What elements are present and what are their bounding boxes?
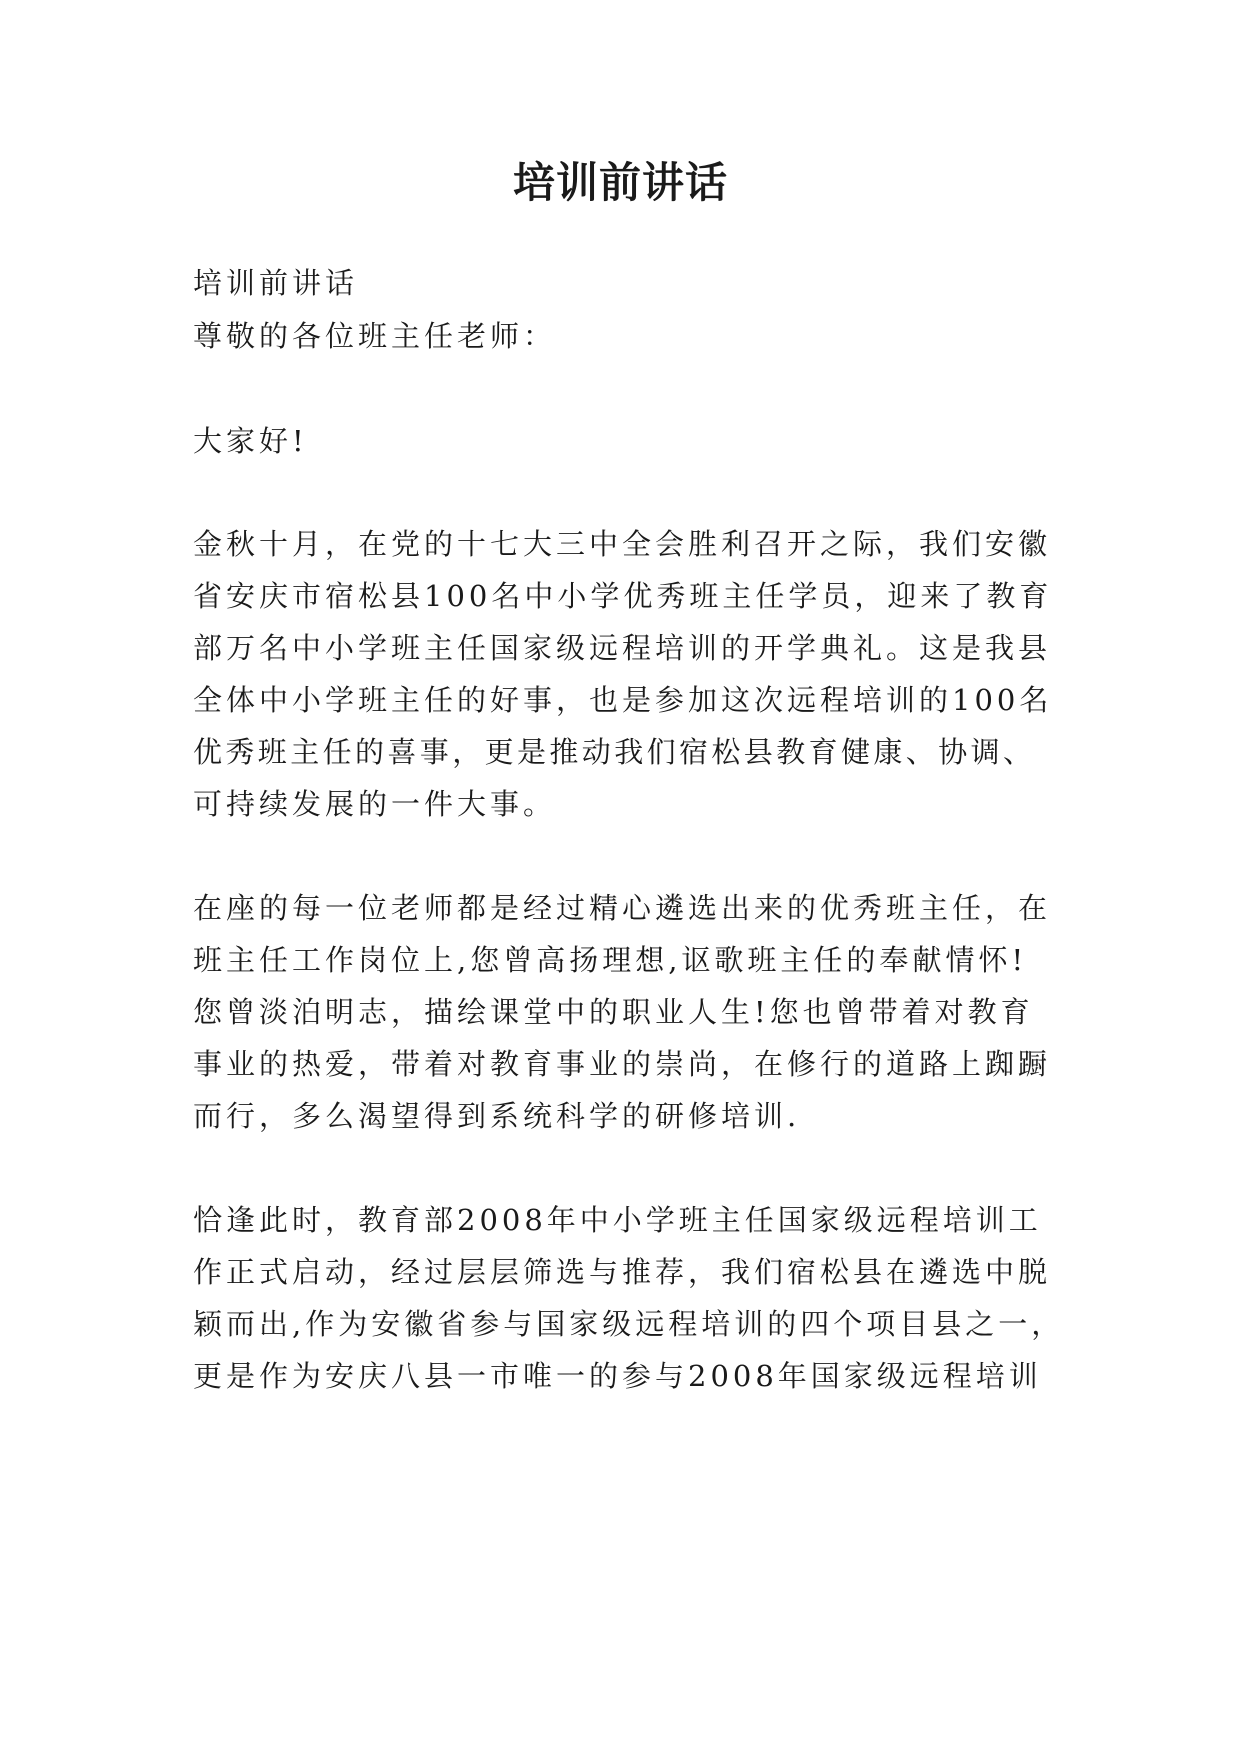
paragraph-line: 全体中小学班主任的好事，也是参加这次远程培训的100名 xyxy=(193,683,1053,717)
paragraph-line: 金秋十月，在党的十七大三中全会胜利召开之际，我们安徽 xyxy=(193,527,1052,561)
document-title: 培训前讲话 xyxy=(512,158,728,207)
paragraph-line: 恰逢此时，教育部2008年中小学班主任国家级远程培训工 xyxy=(193,1203,1042,1237)
salutation-line: 尊敬的各位班主任老师： xyxy=(193,319,557,353)
paragraph-line: 班主任工作岗位上,您曾高扬理想,讴歌班主任的奉献情怀! xyxy=(193,943,1028,977)
paragraph-line: 而行，多么渴望得到系统科学的研修培训. xyxy=(193,1099,801,1133)
paragraph-line: 优秀班主任的喜事，更是推动我们宿松县教育健康、协调、 xyxy=(193,735,1036,769)
paragraph-line: 部万名中小学班主任国家级远程培训的开学典礼。这是我县 xyxy=(193,631,1052,665)
paragraph-line: 作正式启动，经过层层筛选与推荐，我们宿松县在遴选中脱 xyxy=(193,1255,1052,1289)
paragraph-line: 省安庆市宿松县100名中小学优秀班主任学员，迎来了教育 xyxy=(193,579,1053,613)
paragraph-line: 事业的热爱，带着对教育事业的崇尚，在修行的道路上踟蹰 xyxy=(193,1047,1052,1081)
greeting-line: 大家好! xyxy=(193,424,308,458)
paragraph-line: 在座的每一位老师都是经过精心遴选出来的优秀班主任，在 xyxy=(193,891,1052,925)
paragraph-line: 更是作为安庆八县一市唯一的参与2008年国家级远程培训 xyxy=(193,1359,1042,1393)
heading-line: 培训前讲话 xyxy=(193,266,359,300)
paragraph-line: 可持续发展的一件大事。 xyxy=(193,787,557,821)
paragraph-line: 颖而出,作为安徽省参与国家级远程培训的四个项目县之一， xyxy=(193,1307,1065,1341)
paragraph-line: 您曾淡泊明志，描绘课堂中的职业人生!您也曾带着对教育 xyxy=(193,995,1034,1029)
